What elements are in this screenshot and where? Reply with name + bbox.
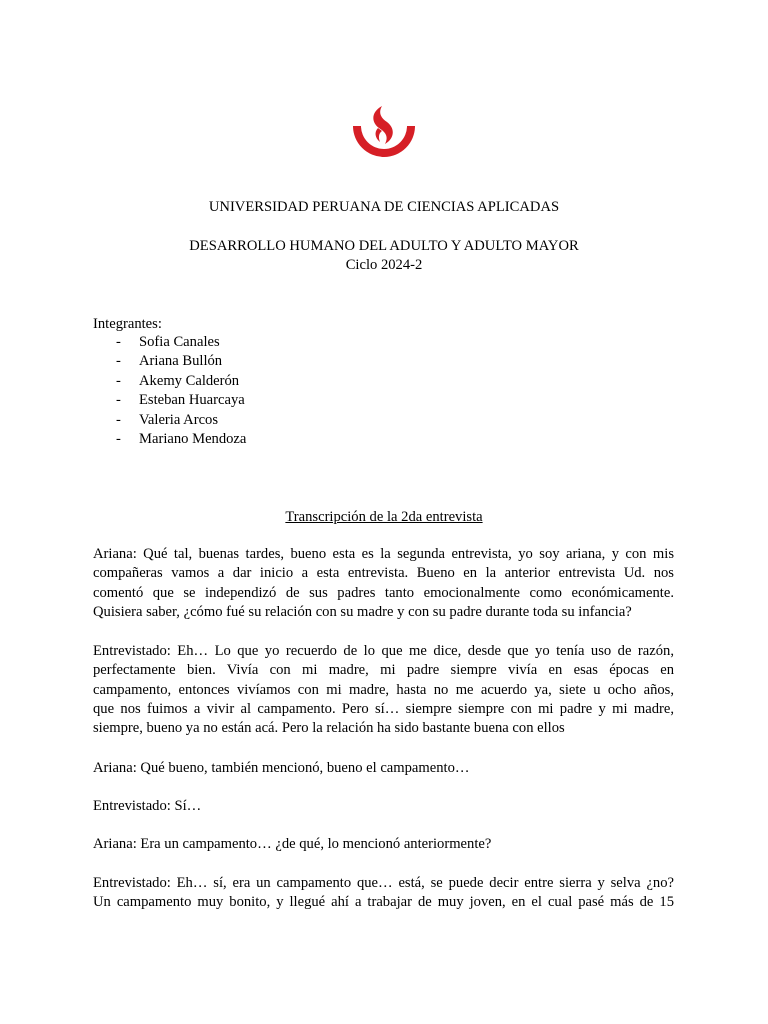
logo-flame-inner bbox=[376, 128, 382, 142]
course-title: DESARROLLO HUMANO DEL ADULTO Y ADULTO MAYOR bbox=[189, 238, 579, 254]
member-name: Mariano Mendoza bbox=[139, 430, 247, 447]
paragraph-line: Entrevistado: Eh… Lo que yo recuerdo de lo que me dice, desde que yo tenía uso de razón, bbox=[93, 643, 674, 659]
university-logo bbox=[349, 104, 419, 162]
paragraph-line: Ariana: Qué bueno, también mencionó, bueno el campamento… bbox=[93, 760, 470, 776]
paragraph-line: Ariana: Qué tal, buenas tardes, bueno esta es la segunda entrevista, yo soy ariana, y con mis bbox=[93, 546, 674, 562]
logo-flame bbox=[373, 106, 392, 144]
list-dash: - bbox=[116, 353, 121, 370]
member-name: Akemy Calderón bbox=[139, 372, 240, 389]
paragraph-line: Quisiera saber, ¿cómo fué su relación con su madre y con su padre durante toda su infancia? bbox=[93, 603, 632, 620]
transcript-paragraph bbox=[93, 797, 674, 816]
member-name: Sofia Canales bbox=[139, 334, 220, 350]
paragraph-line: siempre, bueno ya no están acá. Pero la relación ha sido bastante buena con ellos bbox=[93, 720, 565, 737]
paragraph-line: comentó que se independizó de sus padres tanto emocionalmente como económicamente. bbox=[93, 584, 674, 601]
section-title bbox=[0, 508, 768, 527]
university-title: UNIVERSIDAD PERUANA DE CIENCIAS APLICADAS bbox=[208, 199, 560, 215]
list-dash: - bbox=[116, 334, 121, 350]
list-dash: - bbox=[116, 392, 121, 409]
paragraph-line: Ariana: Era un campamento… ¿de qué, lo mencionó anteriormente? bbox=[93, 836, 492, 852]
paragraph-line: compañeras vamos a dar inicio a esta entrevista. Bueno en la anterior entrevista Ud. nos bbox=[93, 565, 674, 582]
paragraph-line: Un campamento muy bonito, y llegué ahí a trabajar de muy joven, en el cual pasé más de 15 bbox=[93, 894, 674, 911]
paragraph-line: Entrevistado: Eh… sí, era un campamento que… está, se puede decir entre sierra y selva ¿no? bbox=[93, 875, 674, 891]
list-dash: - bbox=[116, 372, 121, 389]
member-name: Valeria Arcos bbox=[139, 411, 219, 428]
transcript-paragraph bbox=[93, 759, 674, 778]
member-name: Esteban Huarcaya bbox=[139, 392, 245, 409]
transcript-paragraph bbox=[93, 874, 674, 913]
members-label: Integrantes: bbox=[93, 316, 162, 332]
paragraph-line: campamento, entonces vivíamos con mi madre, hasta no me acuerdo ya, siete u ocho años, bbox=[93, 681, 674, 698]
transcript-paragraph bbox=[93, 545, 674, 622]
paragraph-line: perfectamente bien. Vivía con mi madre, mi padre siempre vivía en esas épocas en bbox=[93, 662, 674, 679]
transcript-paragraph bbox=[93, 835, 674, 854]
paragraph-line: Entrevistado: Sí… bbox=[93, 798, 202, 814]
cycle-label: Ciclo 2024-2 bbox=[345, 257, 423, 273]
list-dash: - bbox=[116, 411, 121, 428]
section-title-text: Transcripción de la 2da entrevista bbox=[285, 509, 483, 525]
list-dash: - bbox=[116, 430, 121, 447]
paragraph-line: que nos fuimos a vivir al campamento. Pero sí… siempre siempre con mi padre y mi madre, bbox=[93, 700, 674, 717]
transcript-paragraph bbox=[93, 642, 674, 738]
member-name: Ariana Bullón bbox=[139, 353, 223, 370]
